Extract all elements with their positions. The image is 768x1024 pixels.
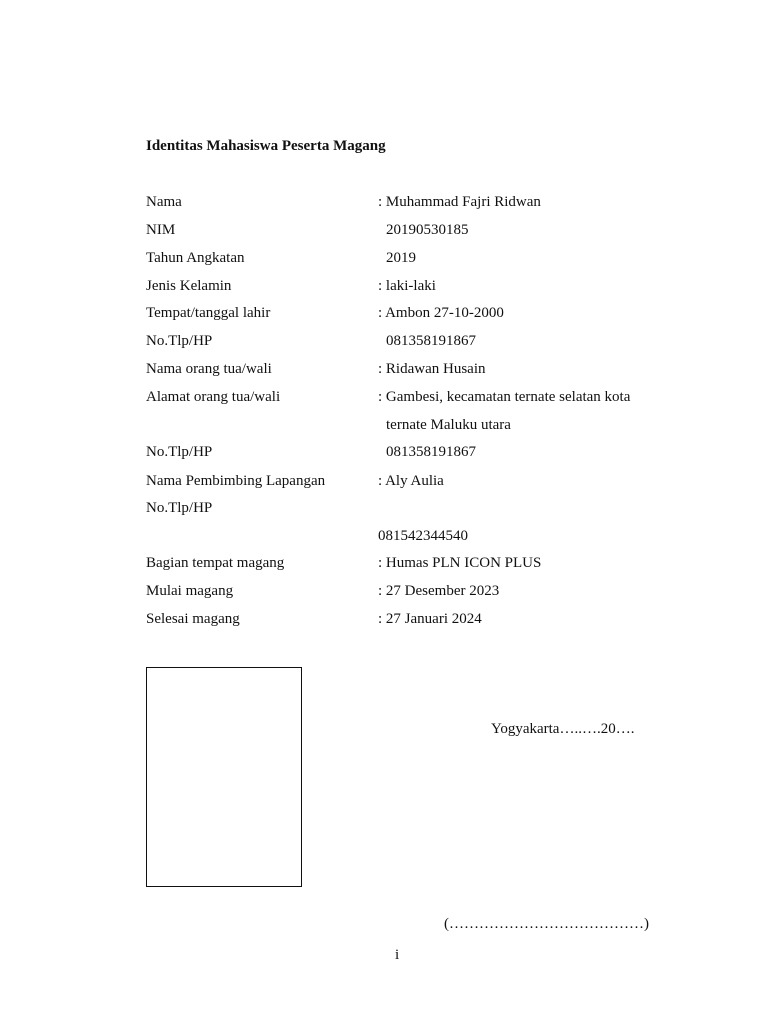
label-pembimbing: Nama Pembimbing Lapangan (146, 473, 326, 489)
value-alamat-orang-tua: : Gambesi, kecamatan ternate selatan kota (378, 389, 631, 405)
photo-placeholder (146, 667, 302, 887)
value-parent-phone: 081358191867 (386, 444, 476, 460)
value-tempat-tanggal-lahir: : Ambon 27-10-2000 (378, 305, 504, 321)
value-phone: 081358191867 (386, 333, 476, 349)
value-nama-orang-tua: : Ridawan Husain (378, 361, 486, 377)
label-nama-orang-tua: Nama orang tua/wali (146, 361, 272, 377)
label-parent-phone: No.Tlp/HP (146, 444, 213, 460)
page-number: i (395, 947, 400, 963)
value-jenis-kelamin: : laki-laki (378, 278, 436, 294)
value-bagian-magang: : Humas PLN ICON PLUS (378, 555, 542, 571)
value-pembimbing: : Aly Aulia (378, 473, 444, 489)
label-nama: Nama (146, 194, 182, 210)
value-mulai-magang: : 27 Desember 2023 (378, 583, 500, 599)
label-jenis-kelamin: Jenis Kelamin (146, 278, 232, 294)
value-tahun-angkatan: 2019 (386, 250, 416, 266)
label-tahun-angkatan: Tahun Angkatan (146, 250, 245, 266)
label-selesai-magang: Selesai magang (146, 611, 240, 627)
label-pembimbing-phone: No.Tlp/HP (146, 500, 213, 516)
place-date: Yogyakarta…..….20…. (491, 721, 635, 737)
value-pembimbing-phone: 081542344540 (378, 528, 468, 544)
page-title: Identitas Mahasiswa Peserta Magang (146, 138, 386, 154)
label-alamat-orang-tua: Alamat orang tua/wali (146, 389, 281, 405)
value-nama: : Muhammad Fajri Ridwan (378, 194, 541, 210)
value-nim: 20190530185 (386, 222, 469, 238)
label-nim: NIM (146, 222, 176, 238)
value-alamat-orang-tua-cont: ternate Maluku utara (386, 417, 511, 433)
label-bagian-magang: Bagian tempat magang (146, 555, 285, 571)
label-mulai-magang: Mulai magang (146, 583, 234, 599)
signature-line: (…………………………………) (444, 916, 649, 932)
label-tempat-tanggal-lahir: Tempat/tanggal lahir (146, 305, 271, 321)
label-phone: No.Tlp/HP (146, 333, 213, 349)
value-selesai-magang: : 27 Januari 2024 (378, 611, 482, 627)
